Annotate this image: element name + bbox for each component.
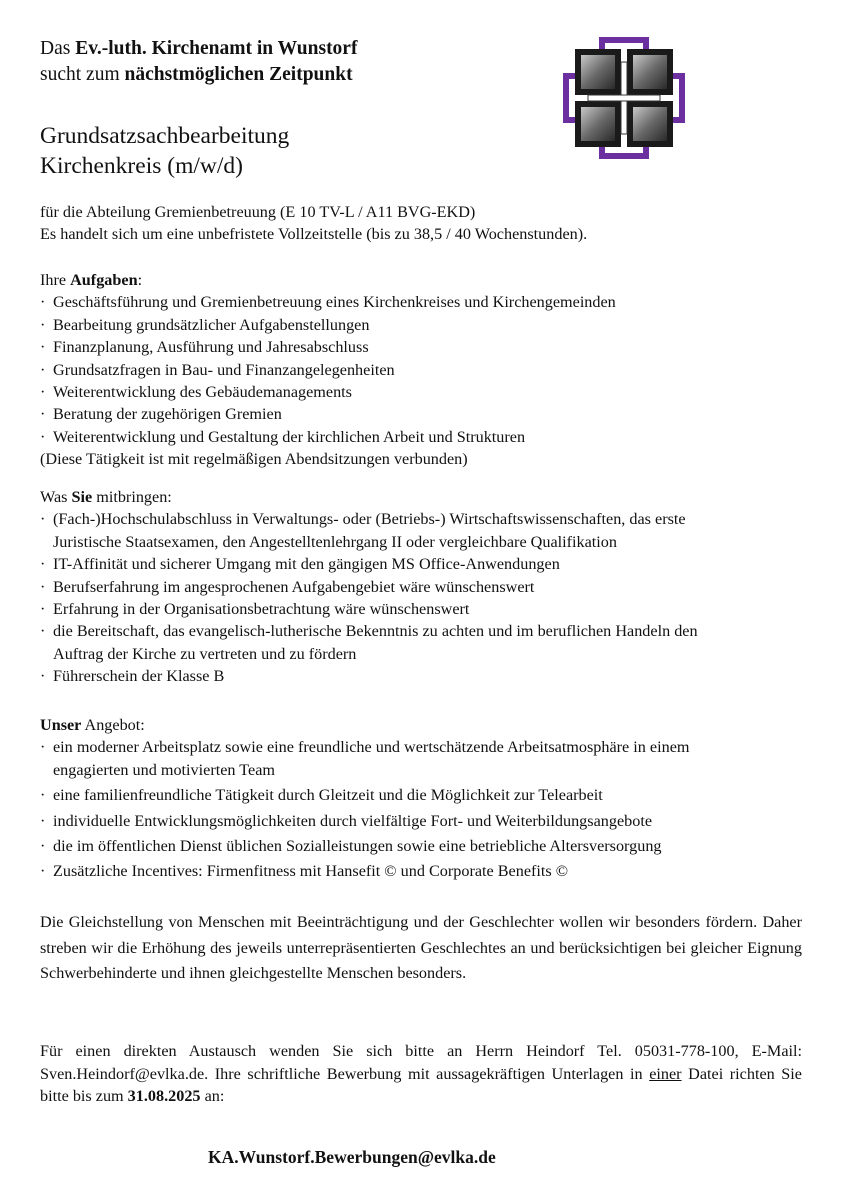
bullet: · xyxy=(40,837,46,856)
bullet: · xyxy=(40,293,46,312)
list-item xyxy=(40,860,815,882)
list-item xyxy=(40,810,815,832)
position-type-text: Es handelt sich um eine unbefristete Vollzeitstelle (bis zu 38,5 / 40 Wochenstunden). xyxy=(40,225,588,244)
list-item xyxy=(40,336,815,358)
tasks-heading xyxy=(40,269,815,291)
list-item-text: Bearbeitung grundsätzlicher Aufgabenstellungen xyxy=(53,315,370,334)
bullet: · xyxy=(40,427,46,446)
offer-heading xyxy=(40,714,815,736)
bullet: · xyxy=(40,338,46,357)
list-item-text: Juristische Staatsexamen, den Angestelltenlehrgang II oder vergleichbare Qualifikation xyxy=(53,532,617,551)
bullet: · xyxy=(40,405,46,424)
list-item-text: Führerschein der Klasse B xyxy=(53,667,225,686)
job-title-line-1: Grundsatzsachbearbeitung xyxy=(40,123,290,149)
list-item xyxy=(40,598,815,620)
list-item-text: Beratung der zugehörigen Gremien xyxy=(53,405,282,424)
contact-text: Datei richten Sie bitte bis zum xyxy=(40,1064,802,1106)
tasks-note: (Diese Tätigkeit ist mit regelmäßigen Abendsitzungen verbunden) xyxy=(40,450,468,469)
bullet: · xyxy=(40,555,46,574)
contact-text: Für einen direkten Austausch wenden Sie sich bitte an Herrn Heindorf Tel. 05031-778-100, E-Mail: Sven.Heindorf@evlka.de. Ihre schriftliche Bewerbung mit aussagekräftigen Unterlagen in xyxy=(40,1042,802,1083)
start-date-text: nächstmöglichen Zeitpunkt xyxy=(124,64,353,85)
bullet: · xyxy=(40,315,46,334)
list-item xyxy=(40,665,815,687)
list-item-text: Finanzplanung, Ausführung und Jahresabschluss xyxy=(53,338,369,357)
list-item xyxy=(40,381,815,403)
list-item-text: individuelle Entwicklungsmöglichkeiten durch vielfältige Fort- und Weiterbildungsangebote xyxy=(53,811,652,830)
equality-statement: Die Gleichstellung von Menschen mit Beeinträchtigung und der Geschlechter wollen wir besonders fördern. Daher streben wir die Erhöhung des jeweils unterrepräsentierten Geschlechtes an und berücksichtigen bei gleicher Eignung Schwerbehinderte und ihnen gleichgestellte Menschen besonders. xyxy=(40,913,802,983)
job-title-line-2: Kirchenkreis (m/w/d) xyxy=(40,153,243,179)
bullet: · xyxy=(40,738,46,757)
header-text: sucht zum xyxy=(40,64,125,85)
bullet: · xyxy=(40,786,46,805)
list-item-text: Auftrag der Kirche zu vertreten und zu fördern xyxy=(53,644,357,663)
heading-text: Angebot: xyxy=(81,716,145,734)
list-item-text: Berufserfahrung im angesprochenen Aufgabengebiet wäre wünschenswert xyxy=(53,577,535,596)
application-email-link[interactable]: KA.Wunstorf.Bewerbungen@evlka.de xyxy=(208,1147,496,1167)
list-item xyxy=(40,359,815,381)
bullet: · xyxy=(40,510,46,529)
heading-text: Was xyxy=(40,488,72,506)
list-item xyxy=(40,426,815,448)
bullet: · xyxy=(40,862,46,881)
contact-paragraph xyxy=(40,1040,802,1108)
heading-bold: Aufgaben xyxy=(70,271,138,289)
bullet: · xyxy=(40,622,46,641)
deadline-date: 31.08.2025 xyxy=(127,1087,201,1106)
header xyxy=(40,36,540,88)
list-item xyxy=(40,736,815,781)
heading-text: : xyxy=(137,271,143,289)
bullet: · xyxy=(40,667,46,686)
offer-section xyxy=(40,714,815,883)
list-item xyxy=(40,553,815,575)
list-item xyxy=(40,403,815,425)
list-item-text: IT-Affinität und sicherer Umgang mit den gängigen MS Office-Anwendungen xyxy=(53,555,560,574)
employer-name: Ev.-luth. Kirchenamt in Wunstorf xyxy=(75,38,358,59)
list-item xyxy=(40,314,815,336)
requirements-heading xyxy=(40,486,815,508)
header-line-1 xyxy=(40,36,540,62)
bullet: · xyxy=(40,811,46,830)
list-item-text: eine familienfreundliche Tätigkeit durch Gleitzeit und die Möglichkeit zur Telearbeit xyxy=(53,786,603,805)
list-item-text: engagierten und motivierten Team xyxy=(53,760,275,779)
job-title xyxy=(40,121,540,181)
list-item-text: die im öffentlichen Dienst üblichen Sozialleistungen sowie eine betriebliche Altersversorgung xyxy=(53,837,662,856)
list-item xyxy=(40,784,815,806)
list-item xyxy=(40,835,815,857)
list-item xyxy=(40,508,815,553)
bullet: · xyxy=(40,600,46,619)
heading-bold: Sie xyxy=(71,488,93,506)
list-item-text: ein moderner Arbeitsplatz sowie eine freundliche und wertschätzende Arbeitsatmosphäre in einem xyxy=(53,738,690,757)
list-item-text: Weiterentwicklung und Gestaltung der kirchlichen Arbeit und Strukturen xyxy=(53,427,526,446)
list-item xyxy=(40,620,815,665)
list-item-text: Erfahrung in der Organisationsbetrachtung wäre wünschenswert xyxy=(53,600,470,619)
list-item-text: Weiterentwicklung des Gebäudemanagements xyxy=(53,383,352,402)
requirements-section xyxy=(40,486,815,688)
list-item-text: Zusätzliche Incentives: Firmenfitness mit Hansefit © und Corporate Benefits © xyxy=(53,862,569,881)
contact-text: an: xyxy=(200,1087,225,1106)
heading-text: Ihre xyxy=(40,271,71,289)
list-item xyxy=(40,576,815,598)
heading-text: mitbringen: xyxy=(92,488,172,506)
bullet: · xyxy=(40,360,46,379)
header-line-2 xyxy=(40,62,540,88)
underlined-word: einer xyxy=(649,1064,682,1083)
heading-bold: Unser xyxy=(40,716,82,734)
bullet: · xyxy=(40,383,46,402)
list-item-text: Geschäftsführung und Gremienbetreuung eines Kirchenkreises und Kirchengemeinden xyxy=(53,293,616,312)
list-item xyxy=(40,291,815,313)
tasks-section xyxy=(40,269,815,471)
header-text: Das xyxy=(40,38,76,59)
bullet: · xyxy=(40,577,46,596)
department-text: für die Abteilung Gremienbetreuung (E 10 TV-L / A11 BVG-EKD) xyxy=(40,203,476,221)
list-item-text: (Fach-)Hochschulabschluss in Verwaltungs- oder (Betriebs-) Wirtschaftswissenschaften, das erste xyxy=(53,510,686,529)
list-item-text: Grundsatzfragen in Bau- und Finanzangelegenheiten xyxy=(53,360,395,379)
cross-logo-icon xyxy=(562,36,686,160)
list-item-text: die Bereitschaft, das evangelisch-lutherische Bekenntnis zu achten und im beruflichen Handeln den xyxy=(53,622,698,641)
intro xyxy=(40,201,815,246)
